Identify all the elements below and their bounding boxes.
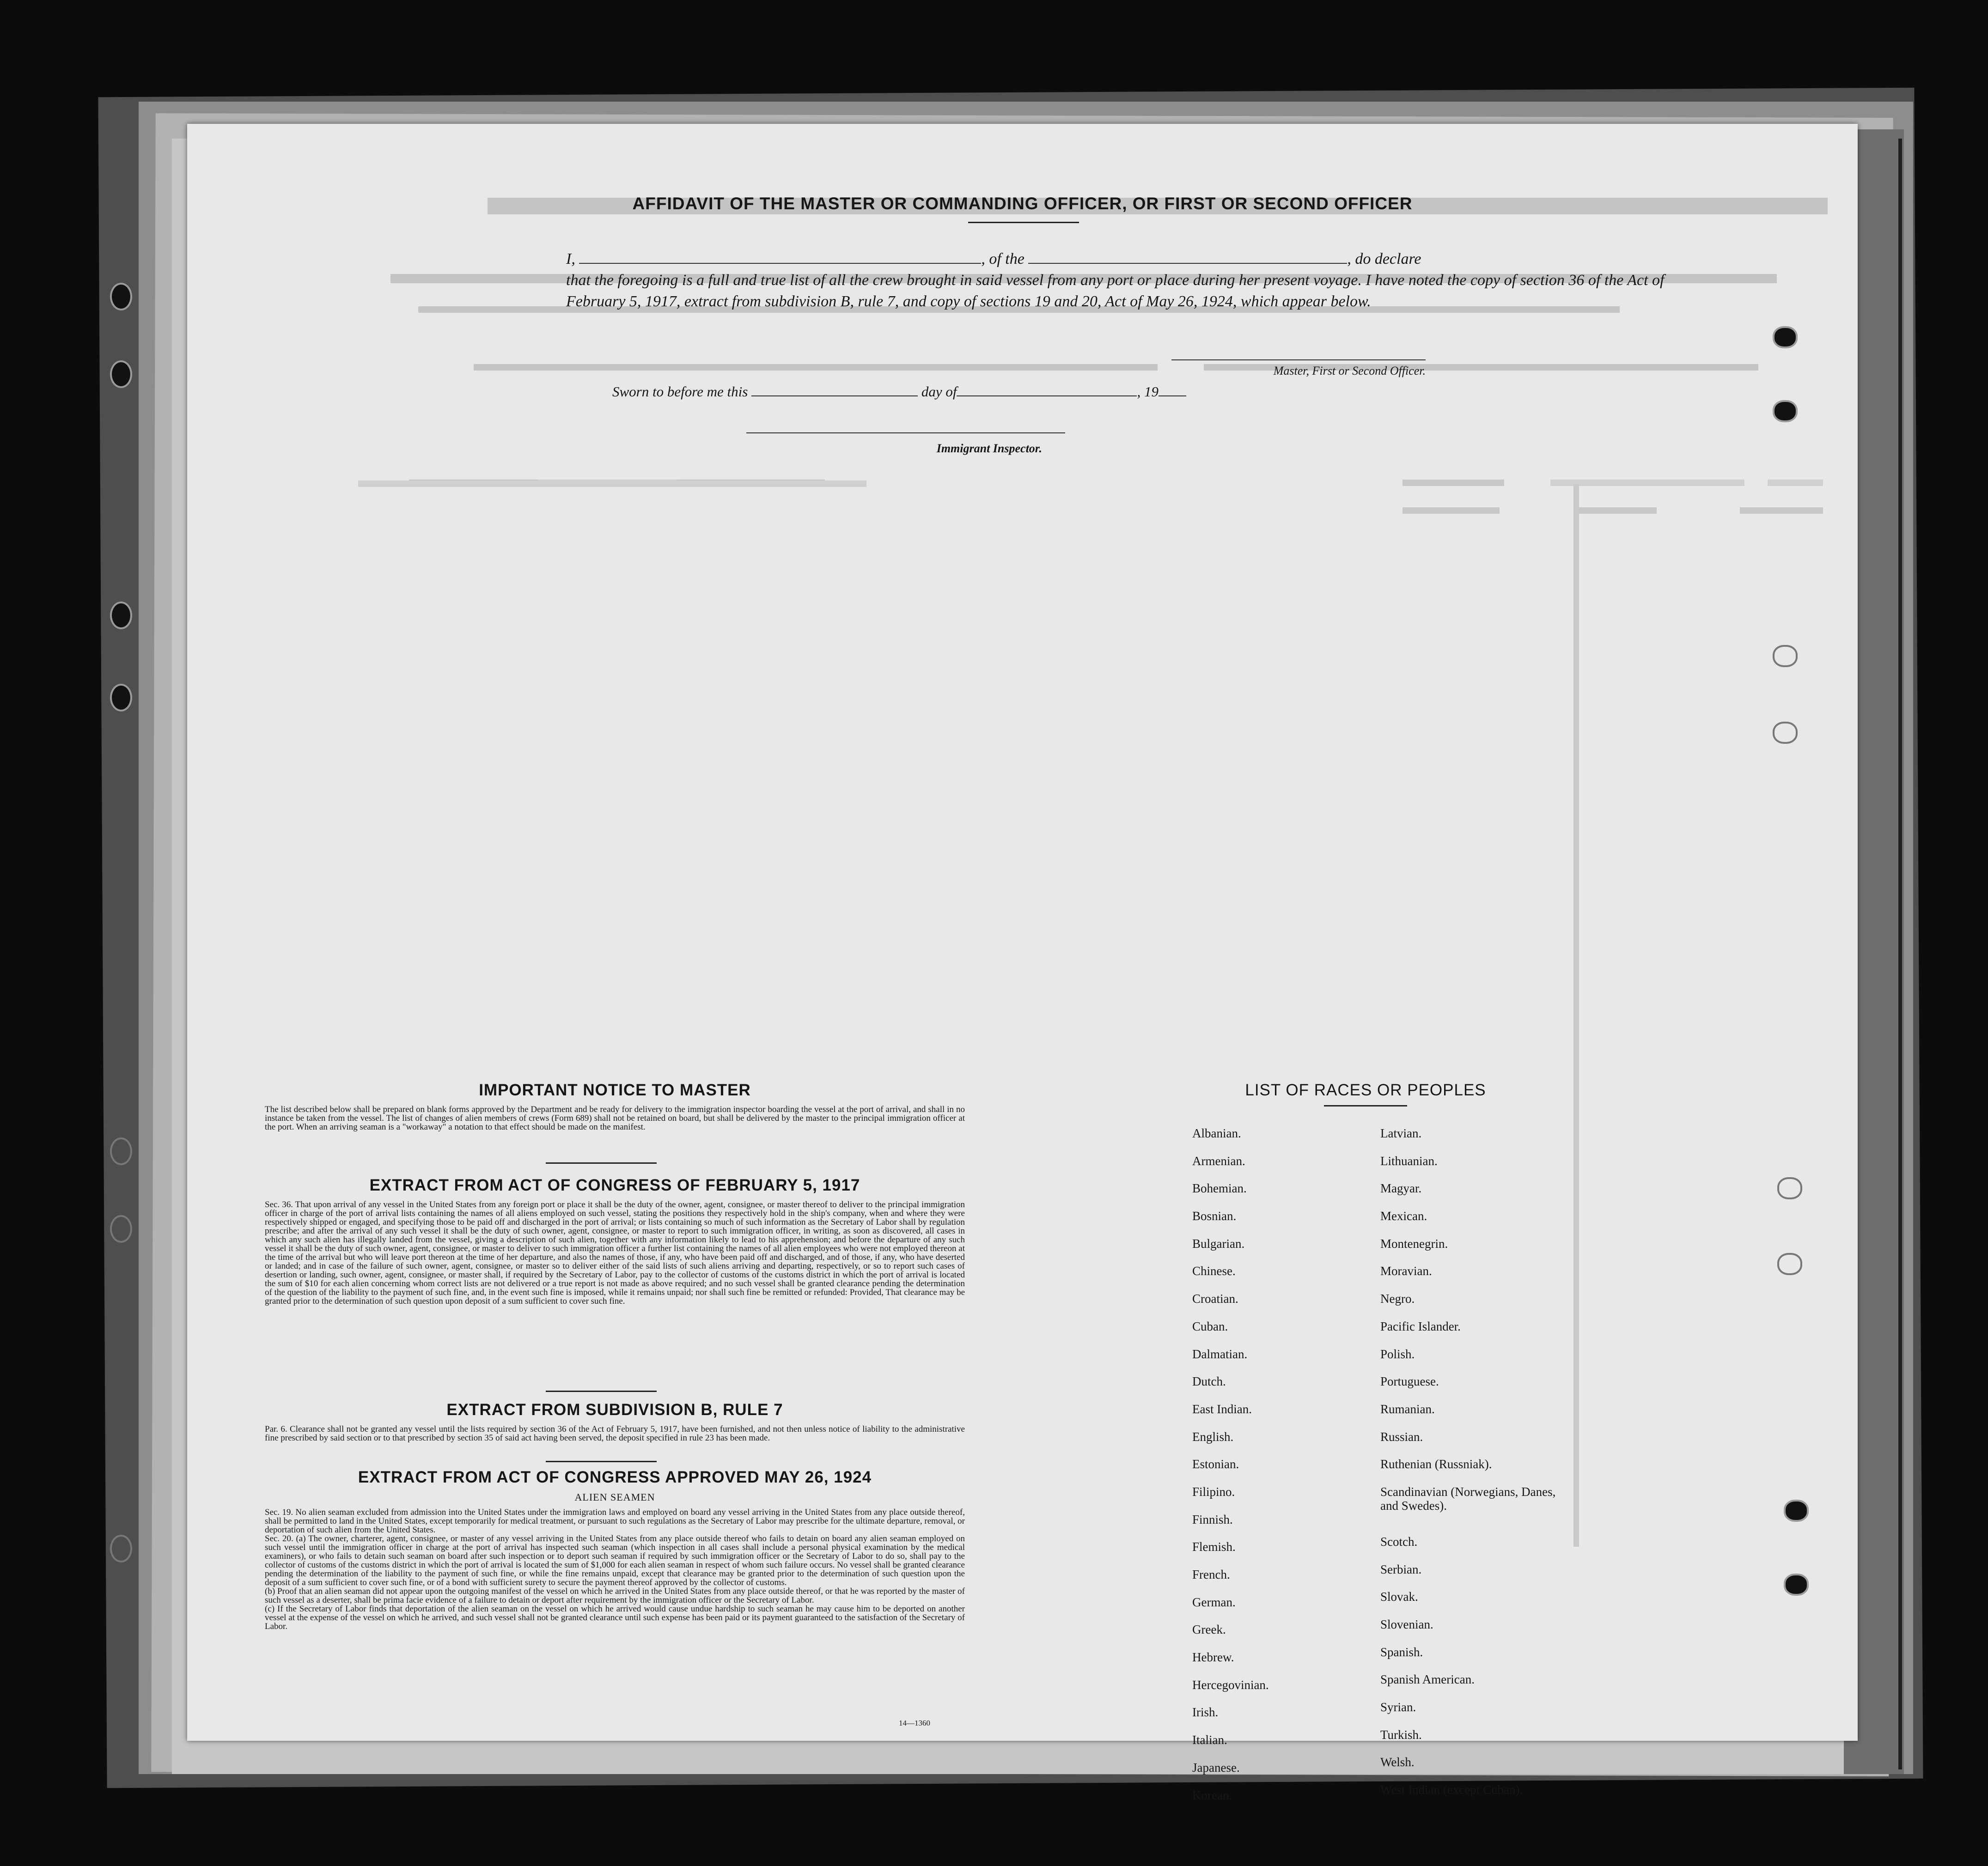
declaration-body: that the foregoing is a full and true list of all the crew brought in said vessel from any port or place during her present voyage. I have noted the copy of section 36 of the Act of February 5, 1917, extract from subdivision B, rule 7, and copy of sections 19 and 20, Act of May 26, 1924, which appear below. bbox=[566, 272, 1665, 310]
extract-rule7-text: Par. 6. Clearance shall not be granted any vessel until the lists required by section 36 of the Act of February 5, 1917, have been furnished, and not then unless notice of liability to the administrative fine prescribed by said section or to that prescribed by section 35 of said act having been served, the deposit specified in rule 23 has been made. bbox=[265, 1424, 965, 1443]
binding-hole bbox=[110, 360, 132, 388]
race-item: Turkish. bbox=[1380, 1727, 1422, 1742]
race-item: Mexican. bbox=[1380, 1209, 1427, 1223]
race-item: Polish. bbox=[1380, 1347, 1415, 1361]
section-20a-text: Sec. 20. (a) The owner, charterer, agent, consignee, or master of any vessel arriving in the United States from any place outside thereof who fails to detain on board any alien seaman employed on such vessel until the immigration officer in charge at the port of arrival has inspected such seaman (which inspection in all cases shall include a personal physical examination by the medical examiners), or who fails to detain such seaman on board after such inspection or to deport such seaman if required by such immigration officer or the Secretary of Labor to do so, shall pay to the collector of customs of the customs district in which the port of arrival is located the sum of $1,000 for each alien seaman in respect of whom such failure occurs. No vessel shall be granted clearance pending the determination of the liability to the payment of such fine, or while the fine remains unpaid, except that clearance may be granted prior to the determination of such question upon the deposit of a sum sufficient to cover such fine, or of a bond with sufficient surety to secure the payment thereof approved by the collector of customs. bbox=[265, 1534, 965, 1587]
inspector-signature-line[interactable] bbox=[746, 432, 1065, 433]
races-title: LIST OF RACES OR PEOPLES bbox=[1245, 1081, 1486, 1099]
notice-text: The list described below shall be prepared on blank forms approved by the Department and be ready for delivery to the immigration inspector boarding the vessel at the port of arrival, and shall in no instance be taken from the vessel. The list of changes of alien members of crews (Form 689) shall not be retained on board, but shall be delivered by the master to the principal immigration officer at the port. When an arriving seaman is a "workaway" a notation to that effect should be made on the manifest. bbox=[265, 1105, 965, 1132]
master-signature-line[interactable] bbox=[1171, 359, 1426, 360]
race-item: Irish. bbox=[1192, 1705, 1219, 1720]
affidavit-title: AFFIDAVIT OF THE MASTER OR COMMANDING OFFICER, OR FIRST OR SECOND OFFICER bbox=[632, 194, 1413, 213]
race-item: Dalmatian. bbox=[1192, 1347, 1248, 1361]
race-item: Korean. bbox=[1192, 1788, 1232, 1802]
race-item: Filipino. bbox=[1192, 1484, 1235, 1499]
binding-hole bbox=[1773, 645, 1798, 667]
races-title-underline bbox=[1324, 1105, 1407, 1106]
race-item: East Indian. bbox=[1192, 1402, 1252, 1416]
race-item: Bulgarian. bbox=[1192, 1236, 1245, 1251]
race-item: Bohemian. bbox=[1192, 1181, 1247, 1196]
sworn-day-of: day of bbox=[921, 383, 957, 400]
sworn-prefix: Sworn to before me this bbox=[612, 383, 748, 400]
section-divider bbox=[546, 1162, 657, 1164]
race-item: Dutch. bbox=[1192, 1374, 1226, 1389]
page-edge-line bbox=[1898, 139, 1902, 1769]
race-item: Russian. bbox=[1380, 1429, 1423, 1444]
race-item: Scandinavian (Norwegians, Danes, and Swedes). bbox=[1380, 1484, 1556, 1513]
race-item: Hercegovinian. bbox=[1192, 1678, 1269, 1692]
section-divider bbox=[546, 1461, 657, 1462]
race-item: Rumanian. bbox=[1380, 1402, 1435, 1416]
sworn-day-field[interactable] bbox=[751, 383, 918, 396]
extract-1917-text: Sec. 36. That upon arrival of any vessel in the United States from any foreign port or place it shall be the duty of the owner, agent, consignee, or master thereof to deliver to the principal immigration officer in charge of the port of arrival lists containing the names of all aliens employed on such vessel, stating the positions they respectively hold in the ship's company, when and where they were respectively shipped or engaged, and specifying those to be paid off and discharged in the port of arrival; or lists containing so much of such information as the Secretary of Labor shall by regulation prescribe; and after the arrival of any such vessel it shall be the duty of such owner, agent, consignee, or master to report to such immigration officer, in writing, as soon as discovered, all cases in which any such alien has illegally landed from the vessel, giving a description of such alien, together with any information likely to lead to his apprehension; and before the departure of any such vessel it shall be the duty of such owner, agent, consignee, or master to deliver to such immigration officer a further list containing the names of all alien employees who were not employed thereon at the time of the arrival but who will leave port thereon at the time of her departure, and also the names of those, if any, who have been paid off and discharged, and of those, if any, who have deserted or landed; and in case of the failure of such owner, agent, consignee, or master so to deliver either of the said lists of such aliens arriving and departing, respectively, or so to report such cases of desertion or landing, such owner, agent, consignee, or master shall, if required by the Secretary of Labor, pay to the collector of customs of the customs district in which the port of arrival is located the sum of $10 for each alien concerning whom correct lists are not delivered or a true report is not made as above required; and no such vessel shall be granted clearance pending the determination of the question of the liability to the payment of such fine, and, in the event such fine is imposed, while it remains unpaid; nor shall such fine be remitted or refunded: Provided, That clearance may be granted prior to the determination of such question upon deposit of a sum sufficient to cover such fine. bbox=[265, 1200, 965, 1306]
race-item: Scotch. bbox=[1380, 1534, 1418, 1549]
race-item: Japanese. bbox=[1192, 1760, 1240, 1775]
race-item: Slovenian. bbox=[1380, 1617, 1433, 1631]
race-item: Pacific Islander. bbox=[1380, 1319, 1461, 1333]
race-item: Syrian. bbox=[1380, 1700, 1416, 1714]
extract-1924-title: EXTRACT FROM ACT OF CONGRESS APPROVED MAY 26, 1924 bbox=[358, 1468, 872, 1486]
extract-1924-subtitle: ALIEN SEAMEN bbox=[574, 1491, 655, 1503]
section-divider bbox=[546, 1391, 657, 1392]
sworn-year-field[interactable] bbox=[1159, 383, 1186, 396]
race-item: Lithuanian. bbox=[1380, 1154, 1438, 1168]
sworn-month-field[interactable] bbox=[957, 383, 1137, 396]
binding-hole bbox=[1784, 1574, 1809, 1596]
extract-1924-text bbox=[265, 1508, 965, 1631]
race-item: Negro. bbox=[1380, 1292, 1415, 1306]
race-item: Spanish. bbox=[1380, 1645, 1423, 1659]
race-item: Ruthenian (Russniak). bbox=[1380, 1457, 1492, 1471]
race-item: Albanian. bbox=[1192, 1126, 1241, 1140]
race-item: Greek. bbox=[1192, 1623, 1226, 1637]
title-underline bbox=[968, 222, 1079, 223]
race-item: Cuban. bbox=[1192, 1319, 1228, 1333]
race-item: West Indian (except Cuban). bbox=[1380, 1783, 1523, 1797]
race-item: Montenegrin. bbox=[1380, 1236, 1448, 1251]
sworn-statement bbox=[612, 383, 1186, 400]
race-item: Italian. bbox=[1192, 1733, 1227, 1747]
race-item: Latvian. bbox=[1380, 1126, 1422, 1140]
race-item: Magyar. bbox=[1380, 1181, 1422, 1196]
race-item: Hebrew. bbox=[1192, 1650, 1234, 1665]
race-item: French. bbox=[1192, 1568, 1230, 1581]
sworn-year-prefix: , 19 bbox=[1137, 383, 1159, 400]
binding-hole bbox=[110, 1215, 132, 1243]
binding-hole bbox=[1773, 722, 1798, 744]
declaration-of-the: , of the bbox=[981, 250, 1024, 267]
binding-hole bbox=[1777, 1253, 1802, 1275]
section-20c-text: (c) If the Secretary of Labor finds that deportation of the alien seaman on the vessel on which he arrived would cause undue hardship to such seaman he may cause him to be deported on another vessel at the expense of the vessel on which he arrived, and such vessel shall not be granted clearance until such expense has been paid or its payment guaranteed to the satisfaction of the Secretary of Labor. bbox=[265, 1604, 965, 1631]
inspector-caption: Immigrant Inspector. bbox=[936, 442, 1042, 455]
races-right-column bbox=[1380, 1126, 1574, 1811]
binding-hole bbox=[110, 1137, 132, 1165]
extract-rule7-title: EXTRACT FROM SUBDIVISION B, RULE 7 bbox=[446, 1401, 783, 1419]
binding-hole bbox=[1784, 1500, 1809, 1522]
race-item: Estonian. bbox=[1192, 1457, 1239, 1471]
race-item: Portuguese. bbox=[1380, 1374, 1439, 1389]
section-19-text: Sec. 19. No alien seaman excluded from admission into the United States under the immigration laws and employed on board any vessel arriving in the United States from any place outside thereof, shall be permitted to land in the United States, except temporarily for medical treatment, or pursuant to such regulations as the Secretary of Labor may prescribe for the ultimate departure, removal, or deportation of such alien from the United States. bbox=[265, 1507, 965, 1535]
officer-name-field[interactable] bbox=[579, 250, 981, 264]
race-item: German. bbox=[1192, 1595, 1236, 1609]
race-item: Welsh. bbox=[1380, 1755, 1415, 1769]
master-signature-caption: Master, First or Second Officer. bbox=[1273, 364, 1426, 377]
race-item: Serbian. bbox=[1380, 1562, 1422, 1576]
affidavit-form-page bbox=[187, 124, 1858, 1802]
affidavit-declaration bbox=[566, 249, 1694, 312]
race-item: Chinese. bbox=[1192, 1264, 1236, 1278]
race-item: Spanish American. bbox=[1380, 1672, 1475, 1687]
vessel-name-field[interactable] bbox=[1028, 250, 1347, 264]
declaration-do-declare: , do declare bbox=[1347, 250, 1421, 267]
race-item: Armenian. bbox=[1192, 1154, 1245, 1168]
binding-hole bbox=[1773, 326, 1798, 348]
binding-hole bbox=[110, 283, 132, 310]
race-item: Flemish. bbox=[1192, 1540, 1236, 1554]
race-item: Bosnian. bbox=[1192, 1209, 1237, 1223]
race-item: Croatian. bbox=[1192, 1292, 1238, 1306]
notice-title: IMPORTANT NOTICE TO MASTER bbox=[479, 1081, 751, 1099]
race-item: English. bbox=[1192, 1429, 1234, 1444]
races-left-column bbox=[1192, 1126, 1269, 1816]
binding-hole bbox=[110, 1535, 132, 1562]
binding-hole bbox=[1773, 400, 1798, 422]
declaration-i: I, bbox=[566, 250, 575, 267]
binding-hole bbox=[110, 684, 132, 711]
binding-hole bbox=[110, 602, 132, 629]
extract-1917-title: EXTRACT FROM ACT OF CONGRESS OF FEBRUARY 5, 1917 bbox=[369, 1176, 860, 1194]
form-number: 14—1360 bbox=[899, 1719, 930, 1727]
race-item: Finnish. bbox=[1192, 1512, 1233, 1526]
race-item: Moravian. bbox=[1380, 1264, 1432, 1278]
race-item: Slovak. bbox=[1380, 1590, 1418, 1604]
section-20b-text: (b) Proof that an alien seaman did not appear upon the outgoing manifest of the vessel on which he arrived in the United States from any place outside thereof, or that he was reported by the master of such vessel as a deserter, shall be prima facie evidence of a failure to detain or deport after requirement by the immigration officer or the Secretary of Labor. bbox=[265, 1586, 965, 1605]
binding-hole bbox=[1777, 1177, 1802, 1199]
